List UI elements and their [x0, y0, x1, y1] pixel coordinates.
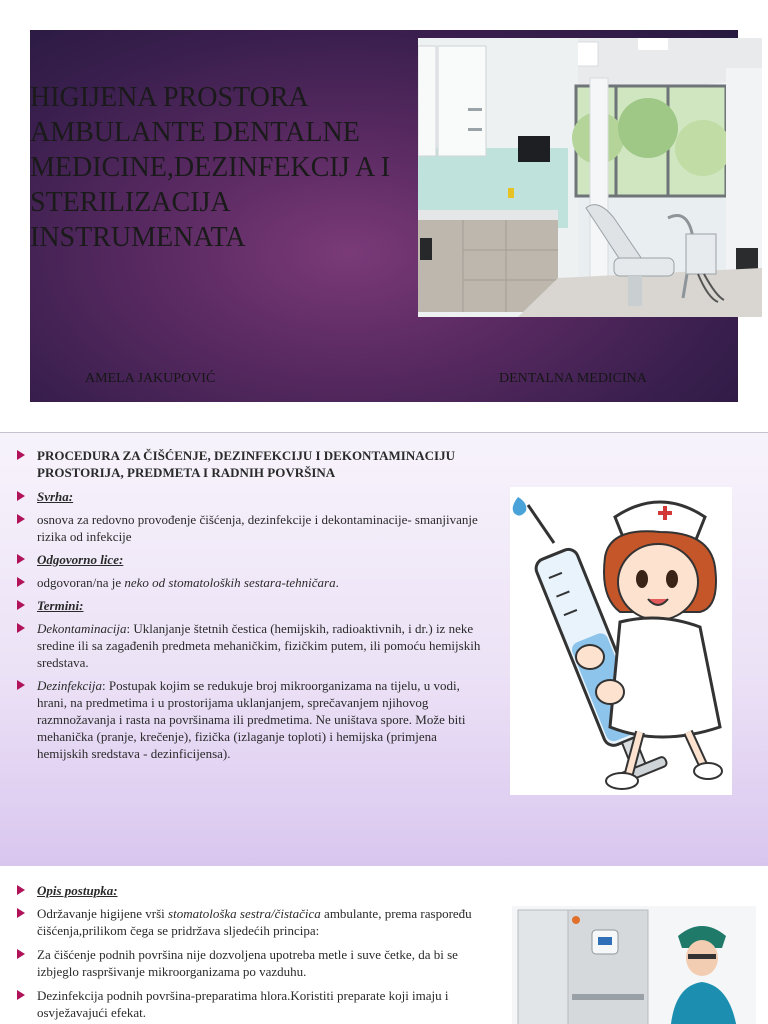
- description-bullet-list: [14, 882, 499, 1021]
- nurse-illustration: [510, 487, 732, 795]
- list-item: [14, 597, 484, 614]
- procedure-bullet-list: [14, 447, 484, 762]
- list-item: [14, 882, 499, 899]
- odgovorno-italic: neko od stomatoloških sestara-tehničara: [124, 575, 336, 590]
- dezinfekcija-term: Dezinfekcija: [37, 678, 102, 693]
- bullet-triangle-icon: [17, 491, 25, 501]
- nurse-with-syringe-image: [510, 487, 732, 795]
- item2-text: Za čišćenje podnih površina nije dozvoljena upotreba metle i suve četke, da bi se izbjeglo raspršivanje mikroorganizama po vazduhu.: [37, 947, 458, 979]
- slide-title: HIGIJENA PROSTORA AMBULANTE DENTALNE MEDICINE,DEZINFEKCIJ A I STERILIZACIJA INSTRUMENATA: [30, 82, 391, 253]
- dental-clinic-photo: [418, 38, 762, 317]
- bullet-triangle-icon: [17, 577, 25, 587]
- procedure-description-slide: [0, 866, 768, 1024]
- bullet-triangle-icon: [17, 554, 25, 564]
- list-item: [14, 987, 499, 1021]
- title-slide: [30, 30, 738, 402]
- list-item: [14, 946, 499, 980]
- odgovorno-prefix: odgovoran/na je: [37, 575, 125, 590]
- list-item: [14, 574, 484, 591]
- bullet-triangle-icon: [17, 885, 25, 895]
- item1-suffix: ambulante, prema raspoređu čišćenja,prilikom čega se pridržava sljedećih principa:: [37, 906, 472, 938]
- item1-prefix: Održavanje higijene vrši: [37, 906, 169, 921]
- opis-label: Opis postupka:: [37, 883, 118, 898]
- author-name: AMELA JAKUPOVIĆ: [85, 371, 216, 386]
- bullet-triangle-icon: [17, 600, 25, 610]
- procedure-heading: PROCEDURA ZA ČIŠĆENJE, DEZINFEKCIJU I DEKONTAMINACIJU PROSTORIJA, PREDMETA I RADNIH POVRŠINA: [37, 448, 455, 480]
- list-item: [14, 620, 484, 671]
- bullet-triangle-icon: [17, 450, 25, 460]
- bullet-triangle-icon: [17, 680, 25, 690]
- list-item: [14, 905, 499, 939]
- bullet-triangle-icon: [17, 514, 25, 524]
- bullet-triangle-icon: [17, 990, 25, 1000]
- bullet-triangle-icon: [17, 908, 25, 918]
- dekontaminacija-text: : Uklanjanje štetnih čestica (hemijskih, radioaktivnih, i dr.) iz neke sredine ili sa zagađenih predmeta mehaničkim, fizičkim putem, ili pomoću hemijskih sredstava.: [37, 621, 481, 670]
- sterilizer-and-nurse-photo: [512, 906, 756, 1024]
- bullet-triangle-icon: [17, 949, 25, 959]
- bullet-triangle-icon: [17, 623, 25, 633]
- dekontaminacija-term: Dekontaminacija: [37, 621, 127, 636]
- list-item: [14, 447, 484, 481]
- svrha-text: osnova za redovno provođenje čišćenja, dezinfekcije i dekontaminacije- smanjivanje rizika od infekcije: [37, 512, 478, 544]
- item3-text: Dezinfekcija podnih površina-preparatima hlora.Koristiti preparate koji imaju i osvježavajući efekat.: [37, 988, 449, 1020]
- list-item: [14, 511, 484, 545]
- list-item: [14, 551, 484, 568]
- termini-label: Termini:: [37, 598, 84, 613]
- department-name: DENTALNA MEDICINA: [499, 371, 647, 386]
- list-item: [14, 677, 484, 762]
- list-item: [14, 488, 484, 505]
- odgovorno-label: Odgovorno lice:: [37, 552, 124, 567]
- dental-clinic-illustration: [418, 38, 762, 317]
- sterilizer-illustration: [512, 906, 756, 1024]
- item1-italic: stomatološka sestra/čistačica: [168, 906, 321, 921]
- odgovorno-suffix: .: [335, 575, 339, 590]
- svrha-label: Svrha:: [37, 489, 74, 504]
- dezinfekcija-text: : Postupak kojim se redukuje broj mikroorganizama na tijelu, u vodi, hrani, na predmetima i u prostorijama uklanjanjem, sprečavanjem njihovog razmnožavanja i rasta na površinama ili predmetima. Ne uništava spore. Može biti mehanička (pranje, krečenje), fizička (izlaganje toploti) i hemijska (primjena hemijskih sredstava - dezinficijensa).: [37, 678, 466, 761]
- procedure-slide: [0, 432, 768, 867]
